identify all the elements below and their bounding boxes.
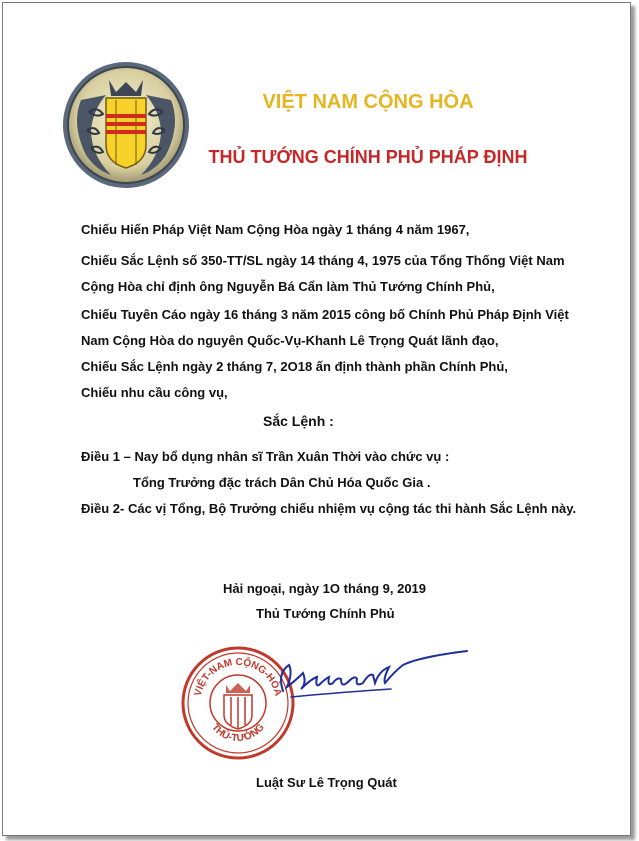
- place-date: Hải ngoại, ngày 1O tháng 9, 2019: [223, 581, 427, 596]
- preamble-line: Chiếu Sắc Lệnh số 350-TT/SL ngày 14 tháng 4, 1975 của Tổng Thống Việt Nam: [81, 253, 565, 268]
- preamble-line: Chiếu Tuyên Cáo ngày 16 tháng 3 năm 2015 công bố Chính Phủ Pháp Định Việt: [81, 307, 569, 322]
- decree-title: Sắc Lệnh :: [263, 413, 334, 429]
- article-1: Điều 1 – Nay bổ dụng nhân sĩ Trần Xuân Thời vào chức vụ :: [81, 449, 450, 464]
- signature-image: [271, 643, 471, 703]
- signer-name: Luật Sư Lê Trọng Quát: [256, 775, 397, 790]
- preamble-line: Cộng Hòa chỉ định ông Nguyễn Bá Cẩn làm Thủ Tướng Chính Phủ,: [81, 279, 495, 294]
- header-title: VIỆT NAM CỘNG HÒA: [262, 91, 474, 113]
- office-title: Thủ Tướng Chính Phủ: [256, 606, 395, 621]
- stamp-text-bottom: THỦ-TƯỚNG: [209, 721, 267, 745]
- emblem-seal-icon: [61, 60, 191, 190]
- article-2: Điều 2- Các vị Tổng, Bộ Trưởng chiếu nhiệm vụ cộng tác thi hành Sắc Lệnh này.: [81, 501, 577, 516]
- preamble-line: Chiếu nhu cầu công vụ,: [81, 385, 228, 400]
- document-page: [2, 2, 631, 836]
- stamp-text-top: VIỆT-NAM CỘNG-HÒA: [192, 656, 284, 698]
- header-subtitle: THỦ TƯỚNG CHÍNH PHỦ PHÁP ĐỊNH: [208, 147, 528, 167]
- preamble-line: Chiếu Hiến Pháp Việt Nam Cộng Hòa ngày 1 tháng 4 năm 1967,: [81, 222, 470, 237]
- preamble-line: Nam Cộng Hòa do nguyên Quốc-Vụ-Khanh Lê Trọng Quát lãnh đạo,: [81, 333, 499, 348]
- preamble-line: Chiếu Sắc Lệnh ngày 2 tháng 7, 2O18 ấn định thành phần Chính Phủ,: [81, 359, 508, 374]
- article-1-position: Tổng Trưởng đặc trách Dân Chủ Hóa Quốc Gia .: [133, 475, 431, 490]
